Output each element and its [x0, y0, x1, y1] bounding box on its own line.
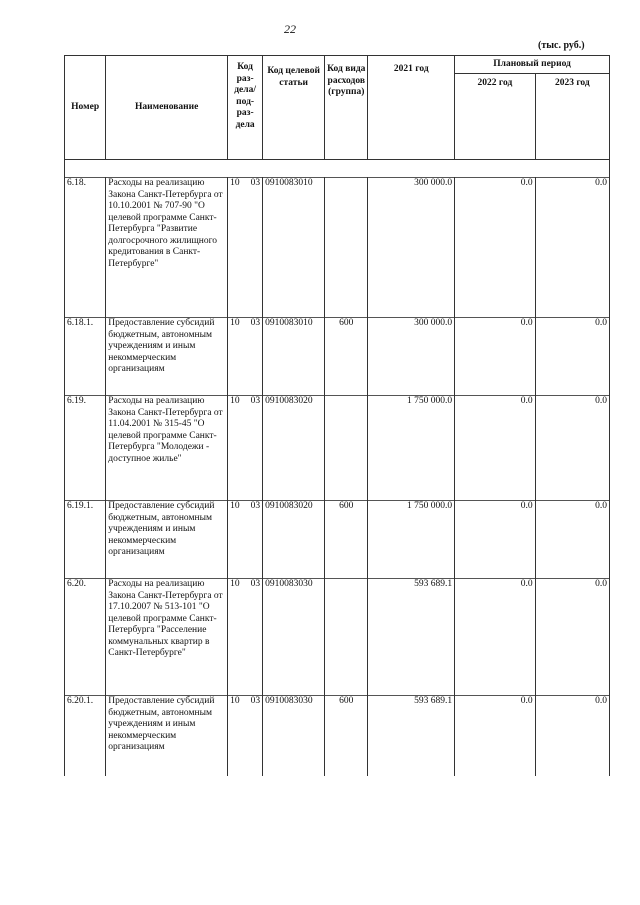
row-2022: 0.0	[455, 579, 536, 696]
table-row	[65, 318, 610, 396]
header-2023: 2023 год	[535, 74, 609, 160]
row-2021: 300 000.0	[368, 318, 455, 396]
row-section: 10	[230, 501, 240, 511]
header-name: Наименование	[106, 56, 228, 160]
table-body	[65, 160, 610, 776]
row-expense-type	[325, 579, 368, 696]
row-2023: 0.0	[535, 178, 609, 318]
row-subsection: 03	[250, 501, 261, 511]
row-target-code: 0910083030	[263, 579, 325, 696]
row-subsection: 03	[250, 178, 261, 188]
header-planning-period: Плановый период	[455, 56, 610, 74]
row-target-code: 0910083020	[263, 396, 325, 501]
row-expense-type: 600	[325, 501, 368, 579]
row-target-code: 0910083010	[263, 178, 325, 318]
row-subsection: 03	[250, 318, 261, 328]
table-row	[65, 696, 610, 776]
table-row	[65, 396, 610, 501]
row-2021: 300 000.0	[368, 178, 455, 318]
row-number: 6.18.	[65, 178, 106, 318]
row-subsection: 03	[250, 396, 261, 406]
budget-table	[64, 55, 610, 776]
row-2021: 1 750 000.0	[368, 501, 455, 579]
table-row	[65, 579, 610, 696]
row-2022: 0.0	[455, 501, 536, 579]
page-number: 22	[284, 22, 296, 36]
row-2021: 1 750 000.0	[368, 396, 455, 501]
row-2023: 0.0	[535, 579, 609, 696]
row-2023: 0.0	[535, 696, 609, 776]
row-name: Расходы на реализацию Закона Санкт-Петербурга от 17.10.2007 № 513-101 "О целевой программе Санкт-Петербурга "Расселение коммунальных квартир в Санкт-Петербурге"	[106, 579, 228, 696]
row-section: 10	[230, 579, 240, 589]
header-target-code: Код целевой статьи	[263, 56, 325, 160]
row-expense-type: 600	[325, 696, 368, 776]
table-row	[65, 501, 610, 579]
row-name: Расходы на реализацию Закона Санкт-Петербурга от 10.10.2001 № 707-90 "О целевой программе Санкт-Петербурга "Развитие долгосрочного жилищного кредитования в Санкт-Петербурге"	[106, 178, 228, 318]
row-section: 10	[230, 178, 240, 188]
row-expense-type	[325, 178, 368, 318]
row-name: Предоставление субсидий бюджетным, автономным учреждениям и иным некоммерческим организациям	[106, 501, 228, 579]
row-2022: 0.0	[455, 318, 536, 396]
header-expense-type: Код вида расходов (группа)	[325, 56, 368, 160]
units-label: (тыс. руб.)	[538, 40, 585, 51]
row-2023: 0.0	[535, 318, 609, 396]
header-2022: 2022 год	[455, 74, 536, 160]
table-header	[65, 56, 610, 160]
row-target-code: 0910083020	[263, 501, 325, 579]
row-number: 6.18.1.	[65, 318, 106, 396]
row-section: 10	[230, 696, 240, 706]
row-2022: 0.0	[455, 178, 536, 318]
row-2022: 0.0	[455, 696, 536, 776]
table-row	[65, 178, 610, 318]
row-name: Расходы на реализацию Закона Санкт-Петербурга от 11.04.2001 № 315-45 "О целевой программе Санкт-Петербурга "Молодежи - доступное жилье"	[106, 396, 228, 501]
row-name: Предоставление субсидий бюджетным, автономным учреждениям и иным некоммерческим организациям	[106, 696, 228, 776]
row-number: 6.20.	[65, 579, 106, 696]
row-target-code: 0910083010	[263, 318, 325, 396]
row-2023: 0.0	[535, 396, 609, 501]
row-section: 10	[230, 318, 240, 328]
header-section-code: Код раз-дела/ под-раз-дела	[228, 56, 263, 160]
header-number: Номер	[65, 56, 106, 160]
row-2022: 0.0	[455, 396, 536, 501]
row-subsection: 03	[250, 579, 261, 589]
row-number: 6.19.	[65, 396, 106, 501]
row-target-code: 0910083030	[263, 696, 325, 776]
row-expense-type: 600	[325, 318, 368, 396]
row-subsection: 03	[250, 696, 261, 706]
row-number: 6.19.1.	[65, 501, 106, 579]
row-name: Предоставление субсидий бюджетным, автономным учреждениям и иным некоммерческим организациям	[106, 318, 228, 396]
row-number: 6.20.1.	[65, 696, 106, 776]
row-section: 10	[230, 396, 240, 406]
header-2021: 2021 год	[368, 56, 455, 160]
row-2021: 593 689.1	[368, 696, 455, 776]
row-expense-type	[325, 396, 368, 501]
row-2021: 593 689.1	[368, 579, 455, 696]
row-2023: 0.0	[535, 501, 609, 579]
